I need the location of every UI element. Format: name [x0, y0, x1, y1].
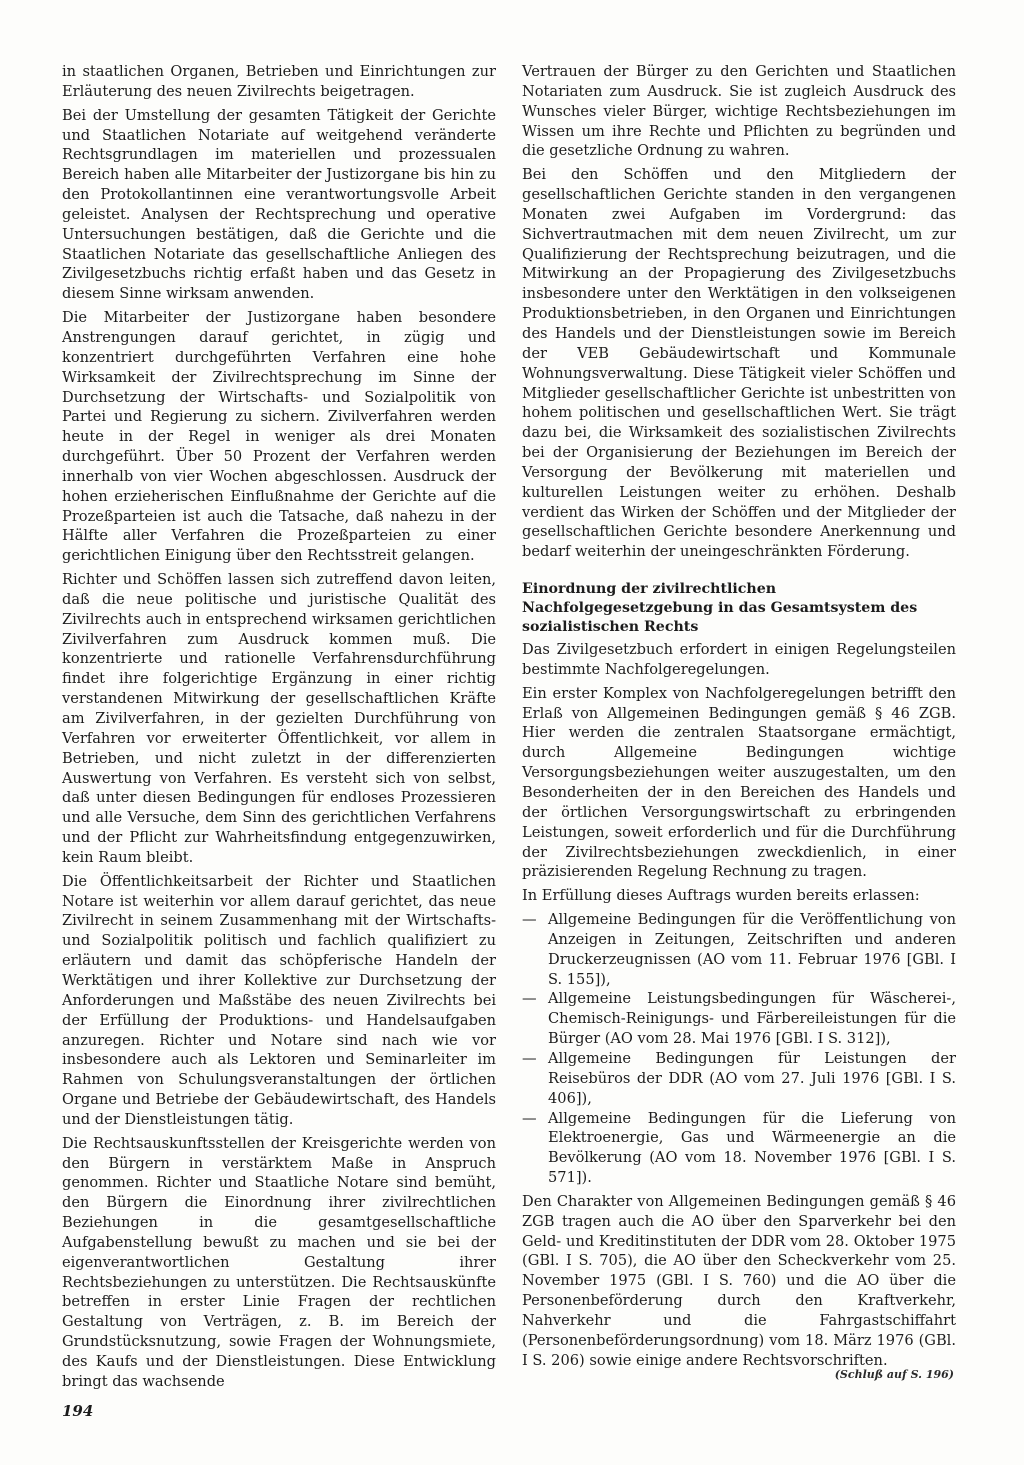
list-item	[522, 989, 956, 1049]
list-item-text: Allgemeine Bedingungen für die Veröffentlichung von Anzeigen in Zeitungen, Zeitschriften und anderen Druckerzeugnissen (AO vom 11. Februar 1976 [GBl. I S. 155]),	[548, 911, 956, 988]
paragraph: Die Öffentlichkeitsarbeit der Richter und Staatlichen Notare ist weiterhin vor allem darauf gerichtet, das neue Zivilrecht in seinem Zusammenhang mit der Wirtschafts- und Sozialpolitik politisch und fachlich qualifiziert zu erläutern und damit das schöpferische Handeln der Werktätigen und ihrer Kollektive zur Durchsetzung der Anforderungen und Maßstäbe des neuen Zivilrechts bei der Erfüllung der Produktions- und Handelsaufgaben anzuregen. Richter und Notare sind nach wie vor insbesondere auch als Lektoren und Seminarleiter im Rahmen von Schulungsveranstaltungen der örtlichen Organe und Betriebe der Gebäudewirtschaft, des Handels und der Dienstleistungen tätig.	[62, 872, 496, 1128]
right-column	[522, 62, 956, 1374]
paragraph: Die Rechtsauskunftsstellen der Kreisgerichte werden von den Bürgern in verstärktem Maße in Anspruch genommen. Richter und Staatliche Notare sind bemüht, den Bürgern die Einordnung ihrer zivilrechtlichen Beziehungen in die gesamtgesellschaftliche Aufgabenstellung bewußt zu machen und sie bei der eigenverantwortlichen Gestaltung ihrer Rechtsbeziehungen zu unterstützen. Die Rechtsauskünfte betreffen in erster Linie Fragen der rechtlichen Gestaltung von Verträgen, z. B. im Bereich der Grundstücksnutzung, sowie Fragen der Wohnungsmiete, des Kaufs und der Dienstleistungen. Diese Entwicklung bringt das wachsende	[62, 1134, 496, 1390]
paragraph: In Erfüllung dieses Auftrags wurden bereits erlassen:	[522, 887, 920, 905]
list-item-text: Allgemeine Bedingungen für Leistungen der Reisebüros der DDR (AO vom 27. Juli 1976 [GBl. I S. 406]),	[548, 1049, 956, 1107]
paragraph: Bei den Schöffen und den Mitgliedern der gesellschaftlichen Gerichte standen in den vergangenen Monaten zwei Aufgaben im Vordergrund: das Sichvertrautmachen mit dem neuen Zivilrecht, um zur Qualifizierung der Rechtsprechung beizutragen, und die Mitwirkung an der Propagierung des Zivilgesetzbuchs insbesondere unter den Werktätigen in den volkseigenen Produktionsbetrieben, in den Organen und Einrichtungen des Handels und der Dienstleistungen sowie im Bereich der VEB Gebäudewirtschaft und Kommunale Wohnungsverwaltung. Diese Tätigkeit vieler Schöffen und Mitglieder gesellschaftlicher Gerichte ist unbestritten von hohem politischen und gesellschaftlichen Wert. Sie trägt dazu bei, die Wirksamkeit des sozialistischen Zivilrechts bei der Organisierung der Beziehungen im Bereich der Versorgung der Bevölkerung mit materiellen und kulturellen Leistungen weiter zu erhöhen. Deshalb verdient das Wirken der Schöffen und der Mitglieder der gesellschaftlichen Gerichte besondere Anerkennung und bedarf weiterhin der uneingeschränkten Förderung.	[522, 166, 956, 561]
list-item	[522, 1109, 956, 1188]
list-item	[522, 1049, 956, 1109]
dash-bullet: —	[522, 1049, 537, 1067]
paragraph: Ein erster Komplex von Nachfolgeregelungen betrifft den Erlaß von Allgemeinen Bedingungen gemäß § 46 ZGB. Hier werden die zentralen Staatsorgane ermächtigt, durch Allgemeine Bedingungen wichtige Versorgungsbeziehungen weiter auszugestalten, um den Besonderheiten der in den Bereichen des Handels und der örtlichen Versorgungswirtschaft zu erbringenden Leistungen, soweit erforderlich und für die Durchführung der Zivilrechtsbeziehungen zweckdienlich, in einer präzisierenden Regelung Rechnung zu tragen.	[522, 684, 956, 881]
page-number: 194	[62, 1402, 94, 1420]
regulation-list	[522, 910, 956, 1188]
paragraph: Vertrauen der Bürger zu den Gerichten und Staatlichen Notariaten zum Ausdruck. Sie ist zugleich Ausdruck des Wunsches vieler Bürger, wichtige Rechtsbeziehungen im Wissen um ihre Rechte und Pflichten zu begründen und die gesetzliche Ordnung zu wahren.	[522, 63, 956, 160]
left-column	[62, 62, 496, 1396]
list-item	[522, 910, 956, 989]
paragraph: Das Zivilgesetzbuch erfordert in einigen Regelungsteilen bestimmte Nachfolgeregelungen.	[522, 641, 956, 678]
paragraph: Richter und Schöffen lassen sich zutreffend davon leiten, daß die neue politische und juristische Qualität des Zivilrechts auch in entsprechend wirksamen gerichtlichen Zivilverfahren zum Ausdruck kommen muß. Die konzentrierte und rationelle Verfahrensdurchführung findet ihre folgerichtige Ergänzung in einer richtig verstandenen Mitwirkung der gesellschaftlichen Kräfte am Zivilverfahren, in der gezielten Durchführung von Verfahren vor erweiterter Öffentlichkeit, vor allem in Betrieben, und nicht zuletzt in der differenzierten Auswertung von Verfahren. Es versteht sich von selbst, daß unter diesen Bedingungen für endloses Prozessieren und alle Versuche, dem Sinn des gerichtlichen Verfahrens und der Pflicht zur Wahrheitsfindung entgegenzuwirken, kein Raum bleibt.	[62, 571, 496, 866]
paragraph: in staatlichen Organen, Betrieben und Einrichtungen zur Erläuterung des neuen Zivilrechts beigetragen.	[62, 63, 496, 100]
continuation-note: (Schluß auf S. 196)	[834, 1368, 954, 1381]
section-heading: Einordnung der zivilrechtlichen Nachfolgegesetzgebung in das Gesamtsystem des sozialistischen Rechts	[522, 581, 918, 636]
paragraph: Bei der Umstellung der gesamten Tätigkeit der Gerichte und Staatlichen Notariate auf weitgehend veränderte Rechtsgrundlagen im materiellen und prozessualen Bereich haben alle Mitarbeiter der Justizorgane bis hin zu den Protokollantinnen eine verantwortungsvolle Arbeit geleistet. Analysen der Rechtsprechung und operative Untersuchungen bestätigen, daß die Gerichte und die Staatlichen Notariate das gesellschaftliche Anliegen des Zivilgesetzbuchs richtig erfaßt haben und das Gesetz in diesem Sinne wirksam anwenden.	[62, 106, 496, 303]
list-item-text: Allgemeine Leistungsbedingungen für Wäscherei-, Chemisch-Reinigungs- und Färbereileistungen für die Bürger (AO vom 28. Mai 1976 [GBl. I S. 312]),	[548, 990, 956, 1048]
dash-bullet: —	[522, 1109, 537, 1127]
paragraph: Den Charakter von Allgemeinen Bedingungen gemäß § 46 ZGB tragen auch die AO über den Sparverkehr bei den Geld- und Kreditinstituten der DDR vom 28. Oktober 1975 (GBl. I S. 705), die AO über den Scheckverkehr vom 25. November 1975 (GBl. I S. 760) und die AO über die Personenbeförderung durch den Kraftverkehr, Nahverkehr und die Fahrgastschiffahrt (Personenbeförderungsordnung) vom 18. März 1976 (GBl. I S. 206) sowie einige andere Rechtsvorschriften.	[522, 1192, 956, 1369]
dash-bullet: —	[522, 911, 537, 929]
list-item-text: Allgemeine Bedingungen für die Lieferung von Elektroenergie, Gas und Wärmeenergie an die Bevölkerung (AO vom 18. November 1976 [GBl. I S. 571]).	[548, 1109, 956, 1187]
dash-bullet: —	[522, 990, 537, 1008]
paragraph: Die Mitarbeiter der Justizorgane haben besondere Anstrengungen darauf gerichtet, in zügig und konzentriert durchgeführten Verfahren eine hohe Wirksamkeit der Zivilrechtsprechung im Sinne der Durchsetzung der Wirtschafts- und Sozialpolitik von Partei und Regierung zu sichern. Zivilverfahren werden heute in der Regel in weniger als drei Monaten durchgeführt. Über 50 Prozent der Verfahren werden innerhalb von vier Wochen abgeschlossen. Ausdruck der hohen erzieherischen Einflußnahme der Gerichte auf die Prozeßparteien ist auch die Tatsache, daß nahezu in der Hälfte aller Verfahren die Prozeßparteien zu einer gerichtlichen Einigung über den Rechtsstreit gelangen.	[62, 309, 496, 565]
